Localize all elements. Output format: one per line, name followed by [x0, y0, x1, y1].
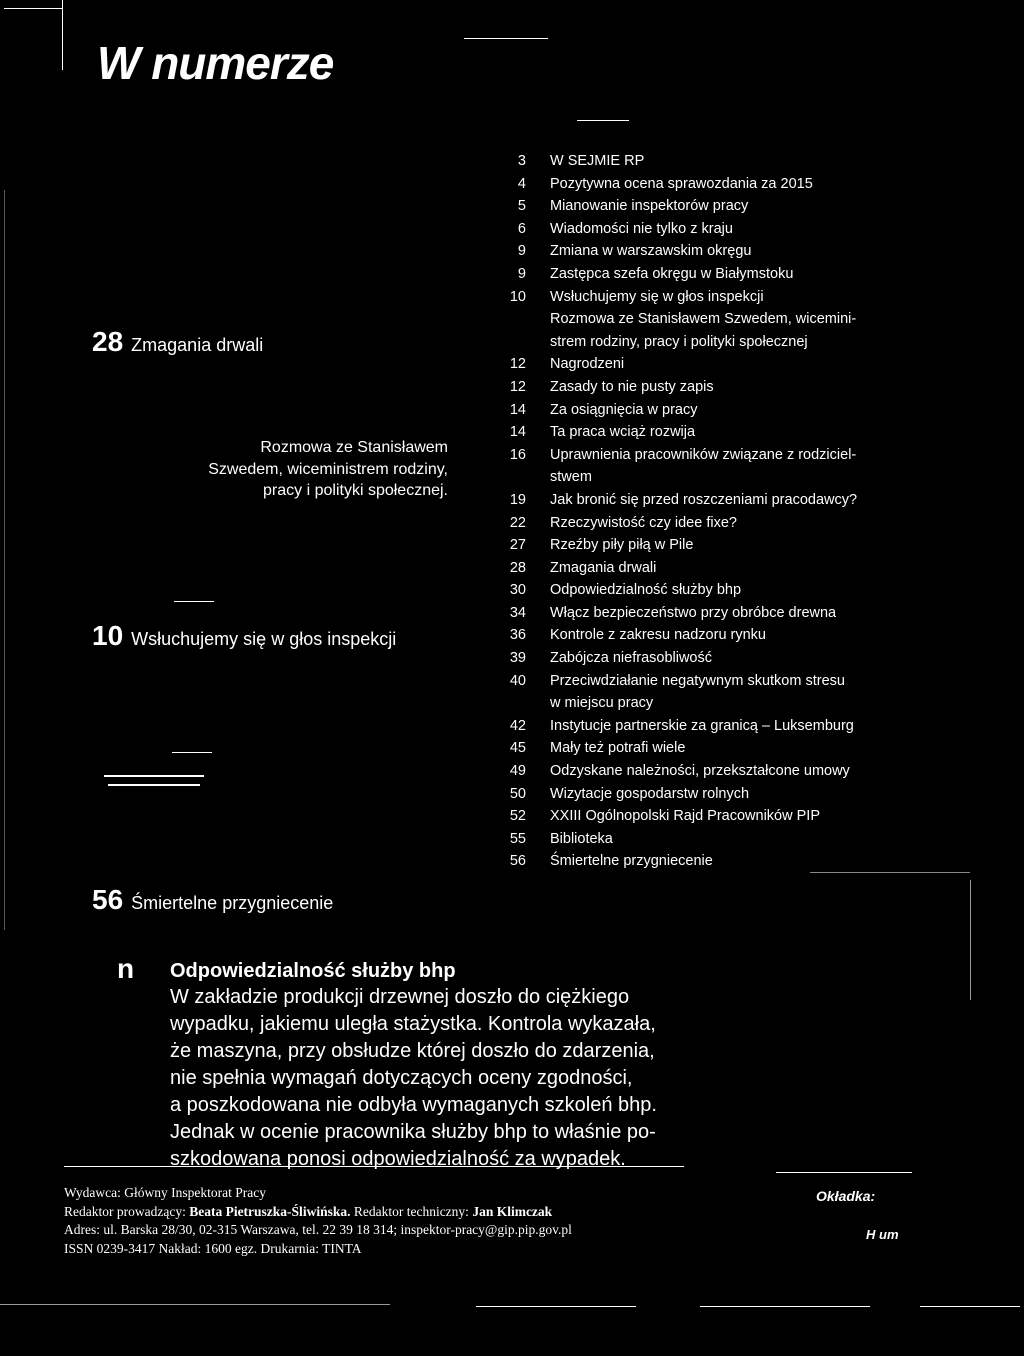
toc-entry[interactable] — [490, 263, 1010, 286]
toc-entry[interactable] — [490, 421, 1010, 444]
toc-page-number: 34 — [509, 604, 526, 621]
rule-bottom-1 — [0, 1304, 390, 1305]
toc-page-number: 49 — [509, 763, 526, 780]
rule-top-right-1 — [464, 38, 548, 39]
table-of-contents — [490, 150, 1010, 873]
toc-title: w miejscu pracy — [550, 695, 654, 712]
cover-value: H um — [866, 1227, 899, 1242]
bhp-highlight-title: Odpowiedzialność służby bhp — [170, 960, 456, 982]
rule-box-right — [970, 880, 971, 1000]
toc-title: Nagrodzeni — [550, 356, 625, 373]
toc-page-number: 14 — [509, 401, 526, 418]
toc-title: XXIII Ogólnopolski Rajd Pracowników PIP — [550, 808, 820, 825]
toc-entry[interactable] — [490, 737, 1010, 760]
toc-title: stwem — [550, 469, 592, 486]
toc-entry[interactable] — [490, 692, 1010, 715]
toc-title: Jak bronić się przed roszczeniami pracodawcy? — [550, 491, 858, 508]
page-title: W numerze — [97, 37, 334, 89]
toc-title: Wiadomości nie tylko z kraju — [550, 220, 733, 237]
toc-entry[interactable] — [490, 850, 1010, 873]
toc-entry[interactable] — [490, 331, 1010, 354]
toc-page-number: 3 — [517, 153, 526, 169]
bhp-body-line: że maszyna, przy obsłudze której doszło do zdarzenia, — [170, 1040, 655, 1062]
tech-editor-label: Redaktor techniczny: — [353, 1203, 469, 1219]
rule-mid-3 — [108, 784, 200, 786]
toc-page-number: 36 — [509, 627, 526, 644]
toc-title: Uprawnienia pracowników związane z rodziciel- — [550, 446, 857, 463]
toc-entry[interactable] — [490, 602, 1010, 625]
rule-bottom-3 — [700, 1306, 870, 1307]
toc-page-number: 9 — [517, 243, 526, 260]
toc-title: Rozmowa ze Stanisławem Szwedem, wicemini- — [550, 311, 857, 328]
toc-page-number: 55 — [509, 830, 526, 847]
toc-entry[interactable] — [490, 240, 1010, 263]
feature-28[interactable] — [92, 328, 263, 356]
feature-title: Śmiertelne przygniecenie — [131, 893, 334, 913]
toc-page-number: 19 — [509, 491, 526, 508]
toc-entry[interactable] — [490, 670, 1010, 693]
toc-title: Zasady to nie pusty zapis — [550, 378, 714, 395]
toc-title: Wizytacje gospodarstw rolnych — [550, 785, 750, 802]
bhp-highlight[interactable] — [170, 958, 730, 1173]
publisher-label: Wydawca: — [64, 1185, 121, 1200]
toc-title: Zmiana w warszawskim okręgu — [550, 243, 752, 260]
toc-entry[interactable] — [490, 353, 1010, 376]
toc-title: Zabójcza niefrasobliwość — [550, 650, 712, 667]
toc-title: W SEJMIE RP — [550, 153, 645, 169]
toc-page-number: 22 — [509, 514, 526, 531]
toc-page-number: 56 — [509, 853, 526, 870]
toc-title: Zmagania drwali — [550, 559, 657, 576]
toc-page-number: 12 — [509, 356, 526, 373]
tech-editor-value: Jan Klimczak — [472, 1203, 553, 1219]
imprint-issn: ISSN 0239-3417 Nakład: 1600 egz. Drukarnia: TINTA — [64, 1240, 362, 1256]
toc-title: Mały też potrafi wiele — [550, 740, 686, 757]
toc-entry[interactable] — [490, 805, 1010, 828]
imprint-editors — [64, 1203, 764, 1222]
rule-bottom-4 — [920, 1306, 1020, 1307]
imprint-publisher — [64, 1184, 764, 1203]
toc-entry[interactable] — [490, 828, 1010, 851]
toc-title: strem rodziny, pracy i polityki społecznej — [550, 333, 808, 350]
frame-left-top — [62, 0, 63, 70]
bhp-body-line: Jednak w ocenie pracownika służby bhp to właśnie po- — [170, 1121, 656, 1143]
toc-entry[interactable] — [490, 624, 1010, 647]
toc-page-number: 50 — [509, 785, 526, 802]
toc-entry[interactable] — [490, 444, 1010, 467]
toc-title: Biblioteka — [550, 830, 613, 847]
toc-page-number: 9 — [517, 265, 526, 282]
toc-title: Zastępca szefa okręgu w Białymstoku — [550, 265, 794, 282]
toc-title: Pozytywna ocena sprawozdania za 2015 — [550, 175, 813, 192]
bhp-body-line: a poszkodowana nie odbyła wymaganych szkoleń bhp. — [170, 1094, 657, 1116]
imprint — [64, 1184, 764, 1258]
bhp-body-line: W zakładzie produkcji drzewnej doszło do ciężkiego — [170, 986, 630, 1008]
toc-title: Instytucje partnerskie za granicą – Luksemburg — [550, 717, 854, 734]
toc-page-number: 12 — [509, 378, 526, 395]
toc-title: Wsłuchujemy się w głos inspekcji — [550, 288, 764, 305]
feature-page-number: 10 — [92, 620, 124, 651]
toc-entry[interactable] — [490, 173, 1010, 196]
toc-page-number — [490, 692, 550, 715]
toc-page-number: 27 — [509, 537, 526, 554]
feature-page-number: 28 — [92, 326, 124, 357]
toc-page-number: 10 — [509, 288, 526, 305]
toc-title: Mianowanie inspektorów pracy — [550, 198, 749, 215]
toc-entry[interactable] — [490, 512, 1010, 535]
toc-title: Kontrole z zakresu nadzoru rynku — [550, 627, 766, 644]
toc-page-number — [490, 308, 550, 331]
feature-title: Zmagania drwali — [131, 335, 264, 355]
toc-entry[interactable] — [490, 534, 1010, 557]
toc-page-number: 6 — [517, 220, 526, 237]
toc-entry[interactable] — [490, 579, 1010, 602]
toc-title: Włącz bezpieczeństwo przy obróbce drewna — [550, 604, 837, 621]
toc-page-number — [490, 331, 550, 354]
toc-page-number: 14 — [509, 424, 526, 441]
rule-mid-1 — [172, 752, 212, 753]
toc-entry[interactable] — [490, 150, 1010, 173]
toc-page-number: 5 — [517, 198, 526, 215]
toc-page-number: 42 — [509, 717, 526, 734]
toc-entry[interactable] — [490, 760, 1010, 783]
toc-page-number: 39 — [509, 650, 526, 667]
toc-entry[interactable] — [490, 557, 1010, 580]
toc-entry[interactable] — [490, 489, 1010, 512]
toc-page-number: 45 — [509, 740, 526, 757]
toc-entry[interactable] — [490, 286, 1010, 309]
bhp-body-line: nie spełnia wymagań dotyczących oceny zgodności, — [170, 1067, 633, 1089]
article-marker-icon: n — [117, 953, 135, 984]
toc-entry[interactable] — [490, 195, 1010, 218]
imprint-address: Adres: ul. Barska 28/30, 02-315 Warszawa, tel. 22 39 18 314; inspektor-pracy@gip.pip.gov.pl — [64, 1222, 572, 1237]
editor-value: Beata Pietruszka-Śliwińska. — [189, 1203, 351, 1219]
publisher-value: Główny Inspektorat Pracy — [124, 1185, 267, 1200]
rule-top-right-2 — [577, 120, 629, 121]
bhp-body-line: szkodowana ponosi odpowiedzialność za wypadek. — [170, 1148, 626, 1170]
toc-page-number: 16 — [509, 446, 526, 463]
toc-page-number: 4 — [517, 175, 526, 192]
toc-title: Ta praca wciąż rozwija — [550, 424, 696, 441]
toc-title: Rzeźby piły piłą w Pile — [550, 537, 694, 554]
feature-title: Wsłuchujemy się w głos inspekcji — [131, 629, 397, 649]
toc-page-number — [490, 466, 550, 489]
toc-entry[interactable] — [490, 783, 1010, 806]
toc-entry[interactable] — [490, 399, 1010, 422]
frame-top-short — [4, 8, 62, 9]
toc-entry[interactable] — [490, 218, 1010, 241]
toc-entry[interactable] — [490, 647, 1010, 670]
toc-entry[interactable] — [490, 308, 1010, 331]
toc-title: Za osiągnięcia w pracy — [550, 401, 698, 418]
toc-entry[interactable] — [490, 715, 1010, 738]
editor-label: Redaktor prowadzący: — [64, 1203, 186, 1219]
rule-bottom-2 — [476, 1306, 636, 1307]
toc-entry[interactable] — [490, 376, 1010, 399]
toc-title: Przeciwdziałanie negatywnym skutkom stresu — [550, 672, 845, 689]
toc-title: Odpowiedzialność służby bhp — [550, 582, 742, 599]
toc-entry[interactable] — [490, 466, 1010, 489]
toc-page-number: 40 — [509, 672, 526, 689]
frame-left-edge — [4, 190, 5, 930]
feature-10[interactable] — [92, 622, 396, 650]
rule-cover-top — [776, 1172, 912, 1173]
toc-page-number: 28 — [509, 559, 526, 576]
bhp-highlight-body — [170, 984, 730, 1173]
rule-feature-10 — [174, 601, 214, 602]
interview-note: Rozmowa ze Stanisławem Szwedem, wiceministrem rodziny, pracy i polityki społecznej. — [208, 439, 448, 499]
cover-label: Okładka: — [816, 1188, 876, 1204]
feature-56[interactable] — [92, 886, 333, 914]
toc-page-number: 52 — [509, 808, 526, 825]
toc-title: Śmiertelne przygniecenie — [550, 853, 713, 870]
feature-page-number: 56 — [92, 884, 124, 915]
toc-title: Rzeczywistość czy idee fixe? — [550, 514, 737, 531]
bhp-body-line: wypadku, jakiemu uległa stażystka. Kontrola wykazała, — [170, 1013, 656, 1035]
toc-title: Odzyskane należności, przekształcone umowy — [550, 763, 850, 780]
rule-mid-2 — [104, 775, 204, 777]
toc-page-number: 30 — [509, 582, 526, 599]
